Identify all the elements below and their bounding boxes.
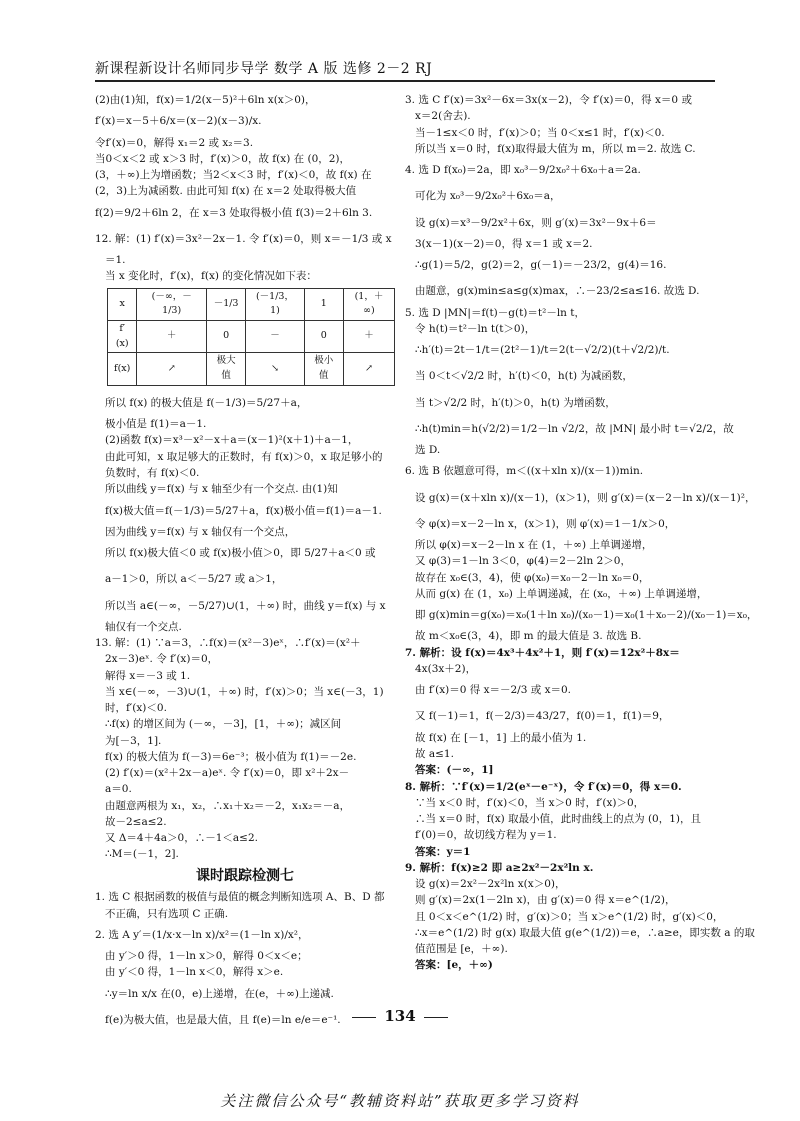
table-row bbox=[108, 321, 395, 353]
text-line: 时，f′(x)＜0. bbox=[105, 702, 167, 715]
text-line: 令 h(t)＝t²－ln t(t＞0)， bbox=[415, 322, 536, 335]
text-line: 又 Δ＝4＋4a＞0，∴－1＜a≤2. bbox=[105, 832, 258, 845]
text-line: 所以 φ(x)＝x－2－ln x 在 (1，＋∞) 上单调递增， bbox=[415, 539, 653, 552]
text-line: 所以当 a∈(－∞，－5/27)∪(1，＋∞) 时，曲线 y＝f(x) 与 x bbox=[105, 599, 386, 612]
text-line: 值范围是 [e，＋∞). bbox=[415, 943, 508, 956]
text-line: 所以 f(x) 的极大值是 f(－1/3)＝5/27＋a， bbox=[105, 396, 308, 409]
text-line: 12. 解：(1) f′(x)＝3x²－2x－1. 令 f′(x)＝0，则 x＝－1/3 或 x bbox=[95, 232, 392, 245]
answer-line: 答案：[e，＋∞) bbox=[415, 959, 493, 972]
text-line: 2x－3)eˣ. 令 f′(x)＝0， bbox=[105, 653, 219, 666]
text-line: ∴g(1)＝5/2，g(2)＝2，g(－1)＝－23/2，g(4)＝16. bbox=[415, 259, 667, 272]
text-line: 7. 解析：设 f(x)＝4x³＋4x²＋1，则 f′(x)＝12x²＋8x＝ bbox=[405, 646, 680, 659]
text-line: (2，3)上为减函数. 由此可知 f(x) 在 x＝2 处取得极大值 bbox=[95, 185, 357, 198]
text-line: (2)由(1)知，f(x)＝1/2(x－5)²＋6ln x(x＞0)， bbox=[95, 94, 316, 106]
table-cell: 极大值 bbox=[206, 353, 245, 385]
table-cell: ＋ bbox=[343, 321, 394, 353]
text-line: 3(x－1)(x－2)＝0，得 x＝1 或 x＝2. bbox=[415, 237, 593, 250]
text-line: 故－2≤a≤2. bbox=[105, 815, 167, 828]
page-number-text: 134 bbox=[384, 1007, 416, 1025]
text-line: 8. 解析：∵f′(x)＝1/2(eˣ－e⁻ˣ)，令 f′(x)＝0，得 x＝0. bbox=[405, 780, 682, 793]
text-line: ∴f(x) 的增区间为 (－∞，－3]，[1，＋∞)；减区间 bbox=[105, 718, 342, 731]
text-line: 选 D. bbox=[415, 444, 441, 457]
text-line: 由 y′＞0 得，1－ln x＞0，解得 0＜x＜e； bbox=[105, 950, 308, 963]
table-cell: ↗ bbox=[343, 353, 394, 385]
text-line: 当 x 变化时，f′(x)，f(x) 的变化情况如下表： bbox=[105, 270, 317, 283]
text-line: 故存在 x₀∈(3，4)，使 φ(x₀)＝x₀－2－ln x₀＝0， bbox=[415, 571, 650, 584]
text-line: 1. 选 C 根据函数的极值与最值的概念判断知选项 A、B、D 都 bbox=[95, 891, 385, 904]
right-column bbox=[405, 92, 758, 974]
table-cell: ↗ bbox=[137, 353, 207, 385]
text-line: 故 m＜x₀∈(3，4)，即 m 的最大值是 3. 故选 B. bbox=[415, 630, 642, 643]
table-cell: f(x) bbox=[108, 353, 137, 385]
variation-table bbox=[107, 288, 395, 386]
text-line: 负数时，有 f(x)＜0. bbox=[105, 466, 200, 479]
table-cell: 极小值 bbox=[304, 353, 343, 385]
text-line: 由此可知，x 取足够大的正数时，有 f(x)＞0，x 取足够小的 bbox=[105, 450, 383, 463]
section-title: 课时跟踪检测七 bbox=[196, 867, 294, 884]
text-line: 4. 选 D f(x₀)＝2a，即 x₀³－9/2x₀²＋6x₀＋a＝2a. bbox=[405, 164, 641, 177]
text-line: a－1＞0，所以 a＜－5/27 或 a＞1， bbox=[105, 573, 283, 586]
text-line: (2) f′(x)＝(x²＋2x－a)eˣ. 令 f′(x)＝0，即 x²＋2x－ bbox=[105, 767, 350, 780]
table-cell: ↘ bbox=[246, 353, 304, 385]
text-line: 由 f′(x)＝0 得 x＝－2/3 或 x＝0. bbox=[415, 684, 572, 697]
text-line: 2. 选 A y′＝(1/x·x－ln x)/x²＝(1－ln x)/x²， bbox=[95, 928, 309, 941]
text-line: 为[－3，1]. bbox=[105, 734, 162, 747]
text-line: 由 y′＜0 得，1－ln x＜0，解得 x＞e. bbox=[105, 966, 284, 979]
text-line: 故 a≤1. bbox=[415, 748, 454, 760]
text-line: ∵当 x＜0 时，f′(x)＜0，当 x＞0 时，f′(x)＞0， bbox=[415, 796, 645, 809]
text-line: 从而 g(x) 在 (1，x₀) 上单调递减，在 (x₀，＋∞) 上单调递增， bbox=[415, 587, 708, 600]
table-cell: － bbox=[246, 321, 304, 353]
text-line: 当0＜x＜2 或 x＞3 时，f′(x)＞0，故 f(x) 在 (0，2)， bbox=[95, 152, 351, 165]
text-line: f′(0)＝0，故切线方程为 y＝1. bbox=[415, 829, 557, 842]
text-line: 故 f(x) 在 [－1，1] 上的最小值为 1. bbox=[415, 731, 587, 744]
left-column bbox=[95, 92, 395, 1033]
table-row bbox=[108, 353, 395, 385]
text-line: 由题意，g(x)min≤a≤g(x)max，∴－23/2≤a≤16. 故选 D. bbox=[415, 285, 700, 298]
text-line: 3. 选 C f′(x)＝3x²－6x＝3x(x－2)，令 f′(x)＝0，得 x＝0 或 bbox=[405, 94, 692, 106]
text-line: a＝0. bbox=[105, 783, 132, 796]
text-line: ∴当 x＝0 时，f(x) 取最小值，此时曲线上的点为 (0，1)，且 bbox=[415, 813, 702, 826]
divider bbox=[352, 1017, 376, 1018]
page-number bbox=[0, 1007, 800, 1025]
table-cell: x bbox=[108, 288, 137, 320]
text-line: 则 g′(x)＝2x(1－2ln x)，由 g′(x)＝0 得 x＝e^(1/2)， bbox=[415, 894, 676, 907]
text-line: 可化为 x₀³－9/2x₀²＋6x₀＝a， bbox=[415, 190, 561, 203]
text-line: 当 x∈(－∞，－3)∪(1，＋∞) 时，f′(x)＞0；当 x∈(－3，1) bbox=[105, 685, 384, 698]
text-line: 解得 x＝－3 或 1. bbox=[105, 669, 191, 682]
text-line: 设 g(x)＝2x²－2x²ln x(x＞0)， bbox=[415, 878, 566, 891]
text-line: 因为曲线 y＝f(x) 与 x 轴仅有一个交点， bbox=[105, 525, 296, 538]
table-cell: (1，＋∞) bbox=[343, 288, 394, 320]
table-cell: f′(x) bbox=[108, 321, 137, 353]
text-line: (2)函数 f(x)＝x³－x²－x＋a＝(x－1)²(x＋1)＋a－1， bbox=[105, 434, 359, 447]
text-line: 又 φ(3)＝1－ln 3＜0，φ(4)＝2－2ln 2＞0， bbox=[415, 555, 631, 568]
table-cell: －1/3 bbox=[206, 288, 245, 320]
text-line: ＝1. bbox=[105, 254, 126, 267]
table-cell: 0 bbox=[304, 321, 343, 353]
text-line: f(2)＝9/2＋6ln 2，在 x＝3 处取得极小值 f(3)＝2＋6ln 3. bbox=[95, 206, 373, 219]
table-cell: ＋ bbox=[137, 321, 207, 353]
answer-line: 答案：y＝1 bbox=[415, 845, 471, 858]
text-line: 设 g(x)＝x³－9/2x²＋6x，则 g′(x)＝3x²－9x＋6＝ bbox=[415, 216, 657, 229]
divider bbox=[424, 1017, 448, 1018]
text-line: f(e)为极大值，也是最大值，且 f(e)＝ln e/e＝e⁻¹. bbox=[105, 1014, 341, 1026]
text-line: 13. 解：(1) ∵a＝3，∴f(x)＝(x²－3)eˣ，∴f′(x)＝(x²＋ bbox=[95, 637, 361, 650]
text-line: 极小值是 f(1)＝a－1. bbox=[105, 418, 207, 431]
text-line: x＝2(舍去). bbox=[415, 110, 471, 123]
text-line: 4x(3x＋2)， bbox=[415, 662, 477, 675]
page-header bbox=[95, 58, 715, 82]
table-cell: (－∞，－1/3) bbox=[137, 288, 207, 320]
footer-note: 关注微信公众号“教辅资料站”获取更多学习资料 bbox=[220, 1092, 580, 1110]
text-line: 又 f(－1)＝1，f(－2/3)＝43/27，f(0)＝1，f(1)＝9， bbox=[415, 710, 670, 723]
table-cell: 1 bbox=[304, 288, 343, 320]
text-line: f(x) 的极大值为 f(－3)＝6e⁻³；极小值为 f(1)＝－2e. bbox=[105, 750, 357, 763]
text-line: 令 φ(x)＝x－2－ln x，(x＞1)，则 φ′(x)＝1－1/x＞0， bbox=[415, 517, 676, 530]
text-line: f′(x)＝x－5＋6/x＝(x－2)(x－3)/x. bbox=[95, 115, 262, 128]
text-line: ∴h(t)min＝h(√2/2)＝1/2－ln √2/2，故 |MN| 最小时 t＝√2/2，故 bbox=[415, 422, 734, 435]
text-line: 当 t＞√2/2 时，h′(t)＞0，h(t) 为增函数， bbox=[415, 396, 616, 409]
header-rule bbox=[95, 80, 715, 82]
answer-line: 答案：(－∞，1] bbox=[415, 764, 494, 777]
text-line: 6. 选 B 依题意可得，m＜((x＋xln x)/(x－1))min. bbox=[405, 465, 644, 478]
header-title: 新课程新设计名师同步导学 数学 A 版 选修 2－2 RJ bbox=[95, 61, 433, 77]
text-line: 轴仅有一个交点. bbox=[105, 620, 182, 633]
table-row bbox=[108, 288, 395, 320]
text-line: 当－1≤x＜0 时，f′(x)＞0；当 0＜x≤1 时，f′(x)＜0. bbox=[415, 126, 665, 139]
text-line: 9. 解析：f(x)≥2 即 a≥2x²－2x²ln x. bbox=[405, 861, 594, 874]
text-line: ∴M＝(－1，2]. bbox=[105, 848, 179, 861]
text-line: 且 0＜x＜e^(1/2) 时，g′(x)＞0；当 x＞e^(1/2) 时，g′(x)＜0， bbox=[415, 910, 724, 923]
text-line: 所以 f(x)极大值＜0 或 f(x)极小值＞0，即 5/27＋a＜0 或 bbox=[105, 547, 376, 560]
text-line: ∴x＝e^(1/2) 时 g(x) 取最大值 g(e^(1/2))＝e，∴a≥e，即实数 a 的取 bbox=[415, 926, 755, 939]
text-line: 5. 选 D |MN|＝f(t)－g(t)＝t²－ln t， bbox=[405, 306, 586, 319]
text-line: 不正确，只有选项 C 正确. bbox=[105, 907, 229, 920]
text-line: f(x)极大值＝f(－1/3)＝5/27＋a，f(x)极小值＝f(1)＝a－1. bbox=[105, 504, 382, 517]
table-cell: (－1/3，1) bbox=[246, 288, 304, 320]
text-line: 即 g(x)min＝g(x₀)＝x₀(1＋ln x₀)/(x₀－1)＝x₀(1＋x₀－2)/(x₀－1)＝x₀， bbox=[415, 609, 758, 622]
text-line: 由题意两根为 x₁，x₂，∴x₁＋x₂＝－2，x₁x₂＝－a， bbox=[105, 799, 351, 812]
text-line: 设 g(x)＝(x＋xln x)/(x－1)，(x＞1)，则 g′(x)＝(x－2－ln x)/(x－1)²， bbox=[415, 491, 756, 504]
text-line: 所以曲线 y＝f(x) 与 x 轴至少有一个交点. 由(1)知 bbox=[105, 483, 338, 496]
text-line: 令f′(x)＝0，解得 x₁＝2 或 x₂＝3. bbox=[95, 136, 254, 149]
text-line: 所以当 x＝0 时，f(x)取得最大值为 m，所以 m＝2. 故选 C. bbox=[415, 142, 696, 155]
text-line: (3，＋∞)上为增函数；当2＜x＜3 时，f′(x)＜0，故 f(x) 在 bbox=[95, 169, 372, 182]
text-line: ∴y＝ln x/x 在(0，e)上递增，在(e，＋∞)上递减. bbox=[105, 987, 334, 1000]
text-line: 当 0＜t＜√2/2 时，h′(t)＜0，h(t) 为减函数， bbox=[415, 370, 633, 383]
text-line: ∴h′(t)＝2t－1/t＝(2t²－1)/t＝2(t－√2/2)(t＋√2/2)/t. bbox=[415, 344, 670, 357]
table-cell: 0 bbox=[206, 321, 245, 353]
